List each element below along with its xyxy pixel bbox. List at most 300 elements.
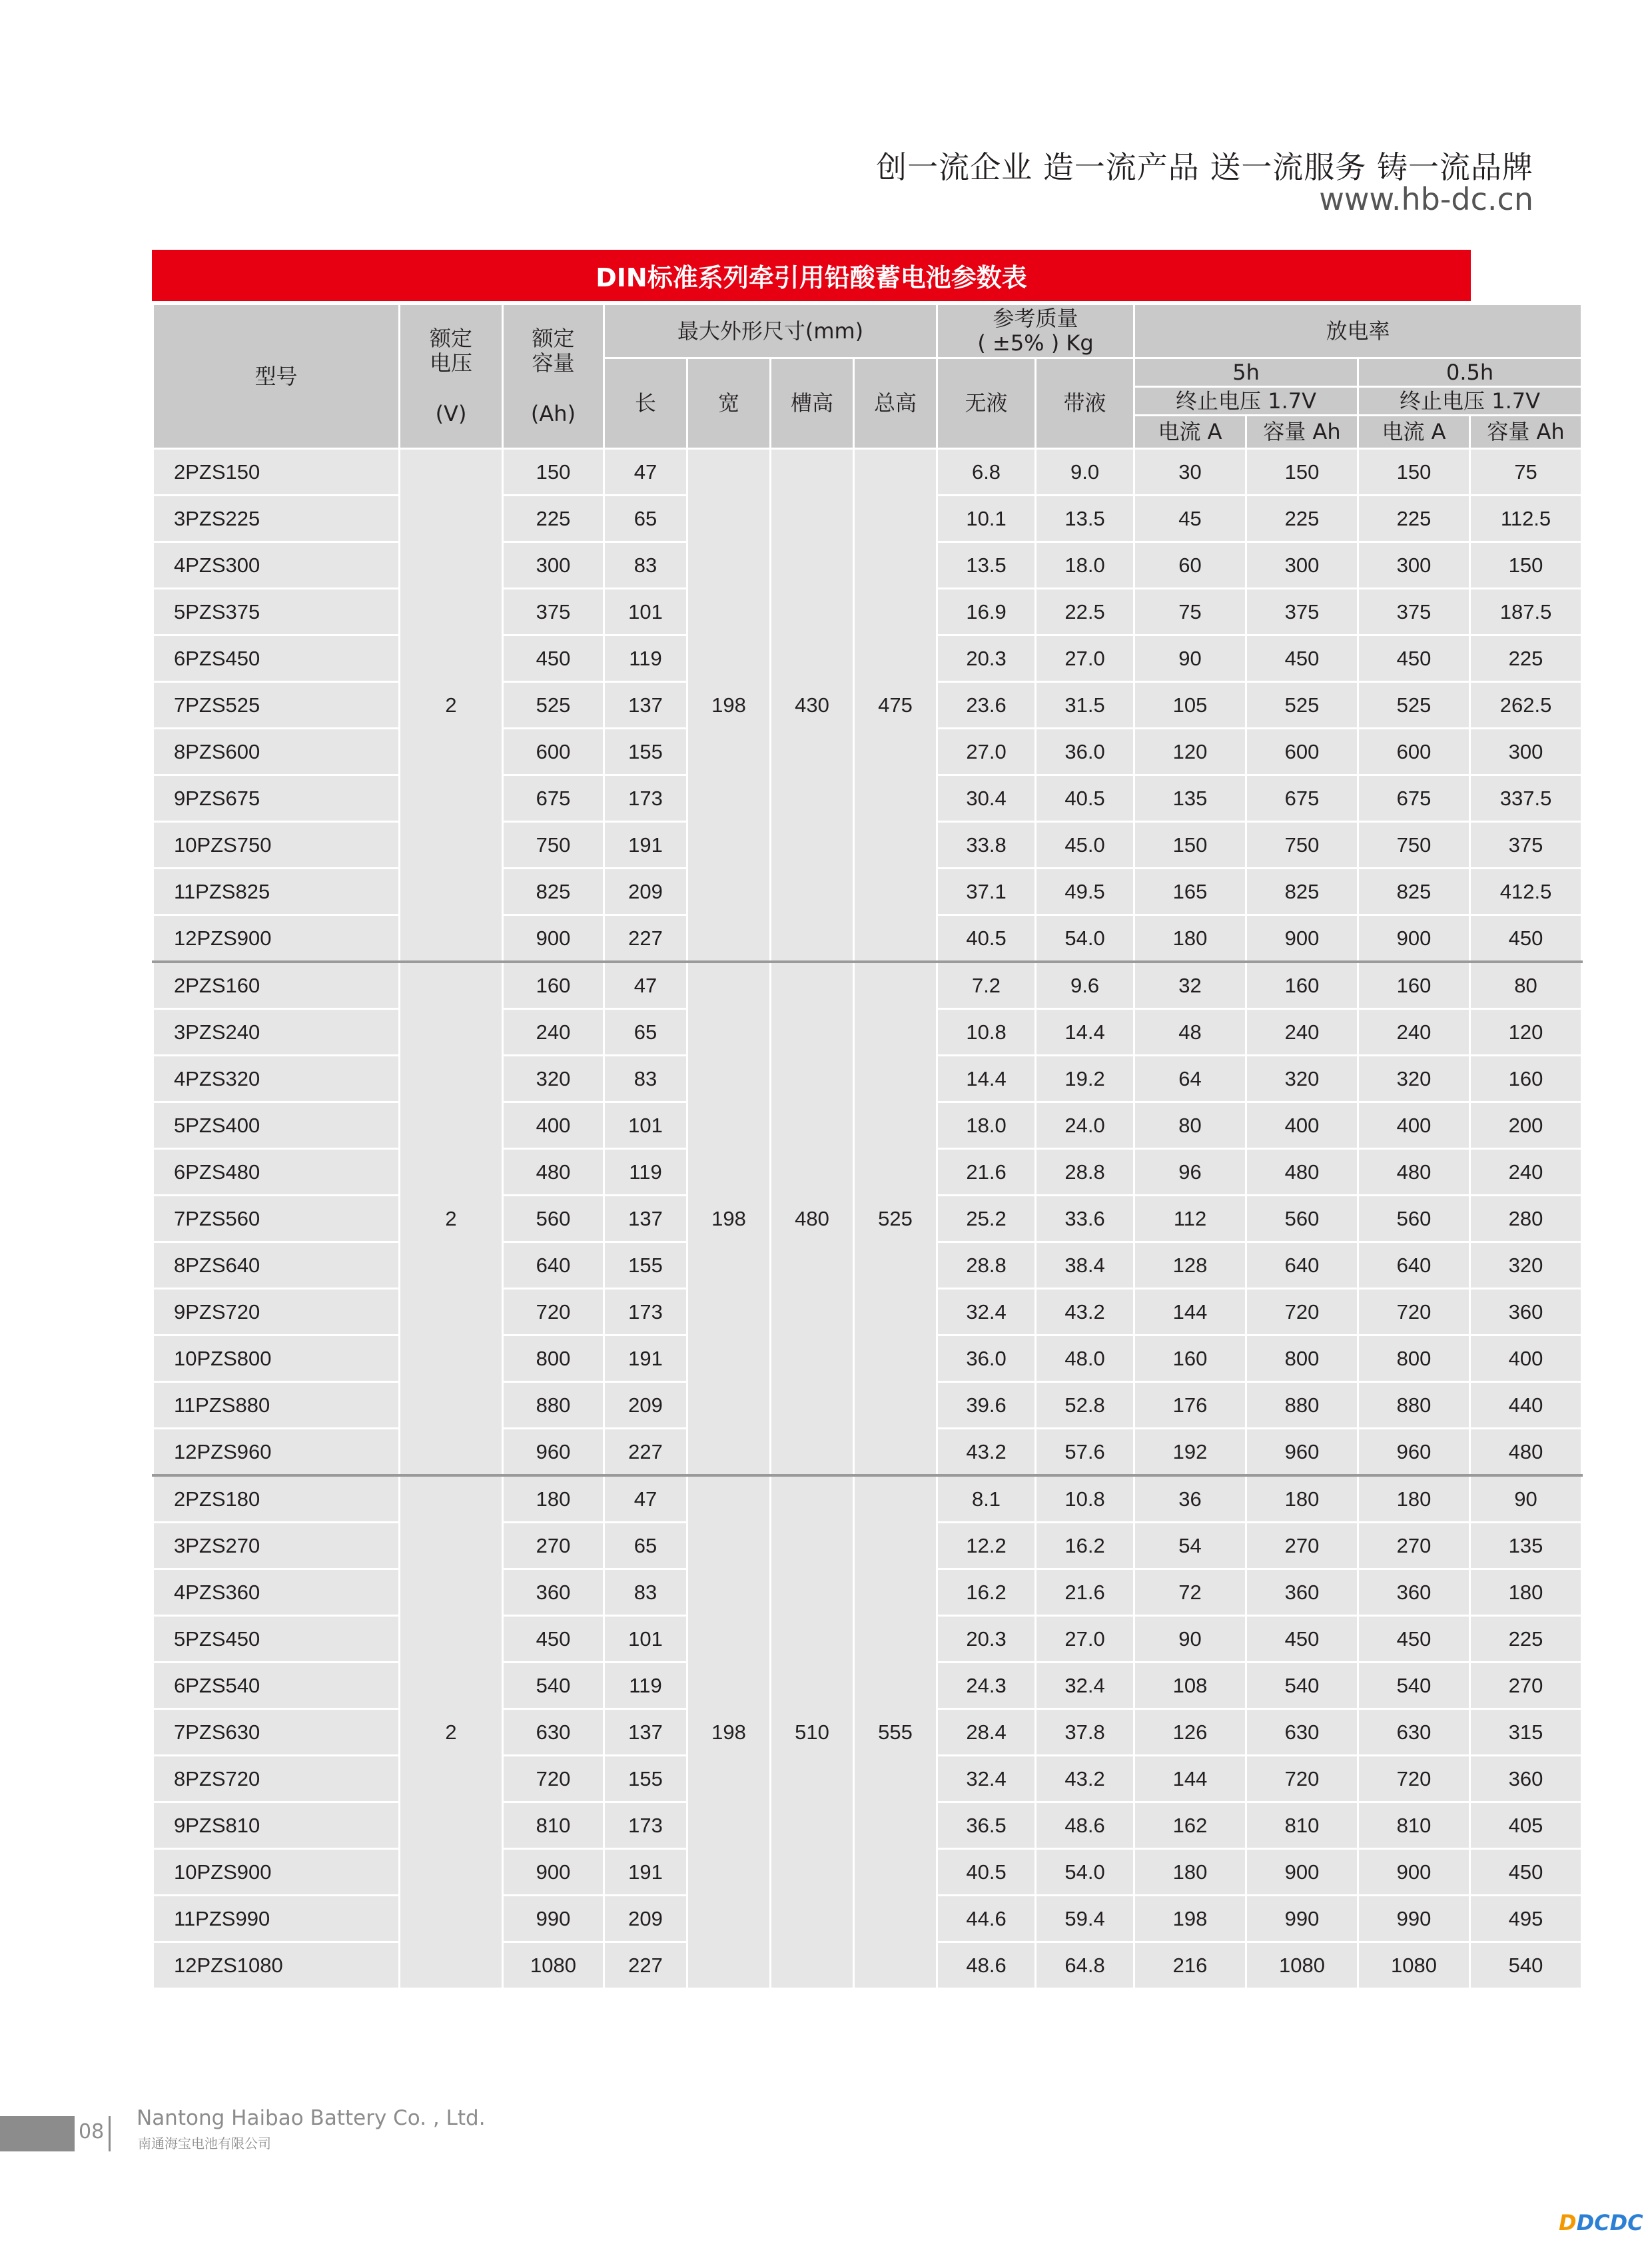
- cell-width: 198: [687, 1475, 771, 1989]
- header-slot-height: 槽高: [771, 358, 854, 449]
- cell-capacity: 630: [503, 1709, 604, 1756]
- cell-model: 8PZS640: [153, 1242, 400, 1289]
- cell-total-height: 555: [854, 1475, 937, 1989]
- table-title: DIN标准系列牵引用铅酸蓄电池参数表: [152, 250, 1471, 303]
- cell-model: 10PZS900: [153, 1849, 400, 1896]
- cell-capacity: 1080: [503, 1942, 604, 1989]
- cell-capacity-0-5h: 405: [1470, 1802, 1582, 1849]
- cell-model: 11PZS825: [153, 869, 400, 915]
- cell-capacity-0-5h: 180: [1470, 1569, 1582, 1616]
- cell-capacity-0-5h: 200: [1470, 1102, 1582, 1149]
- cell-current-5h: 176: [1134, 1382, 1246, 1429]
- cell-capacity: 450: [503, 635, 604, 682]
- cell-model: 8PZS600: [153, 729, 400, 775]
- cell-model: 5PZS450: [153, 1616, 400, 1663]
- cell-capacity-5h: 270: [1246, 1523, 1358, 1569]
- parameter-table: [152, 303, 1583, 1990]
- cell-mass-dry: 6.8: [937, 449, 1036, 496]
- cell-mass-dry: 12.2: [937, 1523, 1036, 1569]
- table-row: [153, 962, 1582, 1009]
- cell-width: 198: [687, 962, 771, 1475]
- cell-length: 83: [604, 542, 687, 589]
- cell-mass-wet: 10.8: [1036, 1475, 1134, 1523]
- cell-current-5h: 30: [1134, 449, 1246, 496]
- cell-capacity: 960: [503, 1429, 604, 1476]
- cell-length: 119: [604, 1149, 687, 1196]
- cell-current-5h: 144: [1134, 1756, 1246, 1802]
- logo-d-mark: D: [1559, 2210, 1577, 2235]
- cell-capacity-5h: 880: [1246, 1382, 1358, 1429]
- cell-capacity-0-5h: 360: [1470, 1289, 1582, 1335]
- cell-mass-wet: 24.0: [1036, 1102, 1134, 1149]
- cell-capacity-5h: 825: [1246, 869, 1358, 915]
- cell-capacity-0-5h: 270: [1470, 1663, 1582, 1709]
- cell-length: 209: [604, 1382, 687, 1429]
- company-name-cn: 南通海宝电池有限公司: [138, 2135, 271, 2151]
- cell-length: 119: [604, 635, 687, 682]
- cell-length: 227: [604, 915, 687, 962]
- cell-current-5h: 162: [1134, 1802, 1246, 1849]
- cell-mass-wet: 57.6: [1036, 1429, 1134, 1476]
- cell-capacity-0-5h: 450: [1470, 915, 1582, 962]
- cell-capacity: 375: [503, 589, 604, 635]
- cell-current-0-5h: 540: [1358, 1663, 1470, 1709]
- cell-capacity-5h: 400: [1246, 1102, 1358, 1149]
- cell-length: 155: [604, 1756, 687, 1802]
- cell-mass-wet: 21.6: [1036, 1569, 1134, 1616]
- cell-capacity-5h: 810: [1246, 1802, 1358, 1849]
- cell-capacity-5h: 180: [1246, 1475, 1358, 1523]
- dcdc-logo-icon: [1559, 2210, 1643, 2235]
- cell-model: 6PZS450: [153, 635, 400, 682]
- cell-capacity-0-5h: 120: [1470, 1009, 1582, 1056]
- cell-slot-height: 510: [771, 1475, 854, 1989]
- cell-current-5h: 108: [1134, 1663, 1246, 1709]
- cell-length: 173: [604, 775, 687, 822]
- cell-capacity-0-5h: 412.5: [1470, 869, 1582, 915]
- cell-model: 2PZS150: [153, 449, 400, 496]
- cell-mass-dry: 37.1: [937, 869, 1036, 915]
- cell-capacity: 900: [503, 1849, 604, 1896]
- cell-mass-dry: 44.6: [937, 1896, 1036, 1942]
- cell-current-5h: 160: [1134, 1335, 1246, 1382]
- cell-current-5h: 96: [1134, 1149, 1246, 1196]
- cell-mass-wet: 36.0: [1036, 729, 1134, 775]
- battery-parameter-table: [152, 250, 1565, 1990]
- header-cutoff-5h: 终止电压 1.7V: [1134, 387, 1358, 416]
- cell-capacity-0-5h: 400: [1470, 1335, 1582, 1382]
- header-mass: [937, 304, 1134, 358]
- header-length: 长: [604, 358, 687, 449]
- cell-capacity: 540: [503, 1663, 604, 1709]
- cell-capacity-0-5h: 540: [1470, 1942, 1582, 1989]
- cell-current-0-5h: 240: [1358, 1009, 1470, 1056]
- cell-mass-dry: 21.6: [937, 1149, 1036, 1196]
- cell-current-5h: 144: [1134, 1289, 1246, 1335]
- cell-current-5h: 72: [1134, 1569, 1246, 1616]
- cell-length: 101: [604, 1102, 687, 1149]
- header-width: 宽: [687, 358, 771, 449]
- header-capacity: [503, 304, 604, 449]
- cell-mass-wet: 38.4: [1036, 1242, 1134, 1289]
- header-voltage-unit: (V): [435, 401, 467, 427]
- cell-length: 137: [604, 1196, 687, 1242]
- header-dry: 无液: [937, 358, 1036, 449]
- cell-capacity-5h: 540: [1246, 1663, 1358, 1709]
- cell-mass-dry: 32.4: [937, 1756, 1036, 1802]
- cell-voltage: 2: [400, 1475, 503, 1989]
- cell-capacity: 640: [503, 1242, 604, 1289]
- cell-mass-dry: 10.1: [937, 496, 1036, 542]
- cell-current-5h: 128: [1134, 1242, 1246, 1289]
- cell-current-5h: 36: [1134, 1475, 1246, 1523]
- cell-current-0-5h: 960: [1358, 1429, 1470, 1476]
- cell-mass-wet: 13.5: [1036, 496, 1134, 542]
- cell-capacity-0-5h: 280: [1470, 1196, 1582, 1242]
- cell-current-5h: 105: [1134, 682, 1246, 729]
- cell-mass-wet: 49.5: [1036, 869, 1134, 915]
- cell-mass-dry: 10.8: [937, 1009, 1036, 1056]
- cell-capacity-5h: 900: [1246, 915, 1358, 962]
- cell-length: 137: [604, 682, 687, 729]
- cell-capacity-5h: 240: [1246, 1009, 1358, 1056]
- cell-mass-wet: 40.5: [1036, 775, 1134, 822]
- cell-mass-wet: 43.2: [1036, 1756, 1134, 1802]
- cell-mass-dry: 40.5: [937, 1849, 1036, 1896]
- cell-capacity-0-5h: 262.5: [1470, 682, 1582, 729]
- cell-mass-dry: 43.2: [937, 1429, 1036, 1476]
- cell-capacity: 560: [503, 1196, 604, 1242]
- cell-current-0-5h: 600: [1358, 729, 1470, 775]
- cell-capacity-5h: 480: [1246, 1149, 1358, 1196]
- cell-capacity-0-5h: 315: [1470, 1709, 1582, 1756]
- cell-current-0-5h: 480: [1358, 1149, 1470, 1196]
- cell-current-5h: 150: [1134, 822, 1246, 869]
- table-header: [153, 304, 1582, 449]
- cell-current-0-5h: 640: [1358, 1242, 1470, 1289]
- cell-length: 137: [604, 1709, 687, 1756]
- cell-mass-dry: 39.6: [937, 1382, 1036, 1429]
- cell-capacity: 825: [503, 869, 604, 915]
- page-number: 08: [79, 2120, 105, 2143]
- cell-current-5h: 192: [1134, 1429, 1246, 1476]
- cell-capacity: 160: [503, 962, 604, 1009]
- cell-capacity: 450: [503, 1616, 604, 1663]
- cell-capacity-0-5h: 480: [1470, 1429, 1582, 1476]
- cell-capacity-0-5h: 225: [1470, 635, 1582, 682]
- cell-capacity: 720: [503, 1756, 604, 1802]
- cell-capacity: 990: [503, 1896, 604, 1942]
- cell-current-0-5h: 720: [1358, 1756, 1470, 1802]
- cell-current-0-5h: 180: [1358, 1475, 1470, 1523]
- cell-current-5h: 120: [1134, 729, 1246, 775]
- cell-model: 5PZS375: [153, 589, 400, 635]
- cell-capacity-0-5h: 90: [1470, 1475, 1582, 1523]
- cell-model: 11PZS990: [153, 1896, 400, 1942]
- cell-current-0-5h: 720: [1358, 1289, 1470, 1335]
- cell-capacity-5h: 225: [1246, 496, 1358, 542]
- cell-capacity: 880: [503, 1382, 604, 1429]
- cell-model: 9PZS675: [153, 775, 400, 822]
- cell-length: 65: [604, 1009, 687, 1056]
- cell-length: 191: [604, 822, 687, 869]
- header-mass-line2: ( ±5% ) Kg: [977, 330, 1094, 356]
- company-name-en: Nantong Haibao Battery Co. , Ltd.: [137, 2106, 486, 2130]
- cell-mass-dry: 32.4: [937, 1289, 1036, 1335]
- cell-capacity-0-5h: 375: [1470, 822, 1582, 869]
- cell-current-5h: 60: [1134, 542, 1246, 589]
- cell-model: 12PZS900: [153, 915, 400, 962]
- header-rate-5h: 5h: [1134, 358, 1358, 387]
- cell-mass-wet: 33.6: [1036, 1196, 1134, 1242]
- cell-mass-dry: 28.4: [937, 1709, 1036, 1756]
- cell-mass-wet: 64.8: [1036, 1942, 1134, 1989]
- cell-slot-height: 480: [771, 962, 854, 1475]
- cell-model: 7PZS630: [153, 1709, 400, 1756]
- cell-current-5h: 216: [1134, 1942, 1246, 1989]
- cell-capacity-5h: 375: [1246, 589, 1358, 635]
- cell-current-0-5h: 750: [1358, 822, 1470, 869]
- cell-current-0-5h: 990: [1358, 1896, 1470, 1942]
- cell-mass-wet: 9.6: [1036, 962, 1134, 1009]
- cell-mass-wet: 37.8: [1036, 1709, 1134, 1756]
- cell-capacity-5h: 450: [1246, 635, 1358, 682]
- cell-model: 12PZS960: [153, 1429, 400, 1476]
- cell-current-5h: 135: [1134, 775, 1246, 822]
- cell-model: 7PZS560: [153, 1196, 400, 1242]
- cell-capacity-5h: 900: [1246, 1849, 1358, 1896]
- cell-capacity: 480: [503, 1149, 604, 1196]
- cell-length: 65: [604, 1523, 687, 1569]
- footer-gray-block: [0, 2116, 75, 2151]
- cell-voltage: 2: [400, 962, 503, 1475]
- cell-current-0-5h: 560: [1358, 1196, 1470, 1242]
- cell-current-0-5h: 675: [1358, 775, 1470, 822]
- cell-mass-dry: 36.0: [937, 1335, 1036, 1382]
- cell-mass-wet: 16.2: [1036, 1523, 1134, 1569]
- cell-capacity: 525: [503, 682, 604, 729]
- cell-current-5h: 180: [1134, 1849, 1246, 1896]
- header-mass-line1: 参考质量: [993, 306, 1078, 332]
- cell-model: 2PZS160: [153, 962, 400, 1009]
- cell-length: 47: [604, 449, 687, 496]
- cell-current-0-5h: 900: [1358, 915, 1470, 962]
- cell-mass-wet: 54.0: [1036, 915, 1134, 962]
- cell-mass-dry: 20.3: [937, 1616, 1036, 1663]
- cell-current-5h: 32: [1134, 962, 1246, 1009]
- cell-model: 3PZS225: [153, 496, 400, 542]
- cell-capacity: 750: [503, 822, 604, 869]
- cell-capacity-0-5h: 225: [1470, 1616, 1582, 1663]
- cell-current-0-5h: 375: [1358, 589, 1470, 635]
- cell-current-0-5h: 880: [1358, 1382, 1470, 1429]
- cell-capacity-5h: 560: [1246, 1196, 1358, 1242]
- cell-mass-dry: 27.0: [937, 729, 1036, 775]
- cell-current-5h: 90: [1134, 635, 1246, 682]
- cell-mass-wet: 14.4: [1036, 1009, 1134, 1056]
- cell-length: 209: [604, 869, 687, 915]
- cell-capacity-5h: 720: [1246, 1756, 1358, 1802]
- cell-current-5h: 126: [1134, 1709, 1246, 1756]
- table-body: [153, 449, 1582, 1989]
- cell-capacity-5h: 450: [1246, 1616, 1358, 1663]
- cell-mass-dry: 13.5: [937, 542, 1036, 589]
- cell-length: 155: [604, 1242, 687, 1289]
- website-url[interactable]: www.hb-dc.cn: [1319, 181, 1533, 217]
- cell-length: 191: [604, 1849, 687, 1896]
- cell-capacity-0-5h: 450: [1470, 1849, 1582, 1896]
- header-capacity-5h: 容量 Ah: [1246, 416, 1358, 449]
- cell-capacity-5h: 150: [1246, 449, 1358, 496]
- cell-length: 65: [604, 496, 687, 542]
- cell-capacity-0-5h: 150: [1470, 542, 1582, 589]
- cell-capacity: 180: [503, 1475, 604, 1523]
- company-slogan: 创一流企业 造一流产品 送一流服务 铸一流品牌: [876, 149, 1533, 185]
- cell-capacity-5h: 800: [1246, 1335, 1358, 1382]
- cell-mass-dry: 18.0: [937, 1102, 1036, 1149]
- cell-length: 119: [604, 1663, 687, 1709]
- cell-length: 47: [604, 1475, 687, 1523]
- header-voltage-line2: 电压: [429, 350, 472, 376]
- cell-mass-wet: 31.5: [1036, 682, 1134, 729]
- cell-mass-dry: 14.4: [937, 1056, 1036, 1102]
- cell-mass-dry: 40.5: [937, 915, 1036, 962]
- cell-current-5h: 80: [1134, 1102, 1246, 1149]
- cell-model: 12PZS1080: [153, 1942, 400, 1989]
- header-current-0-5h: 电流 A: [1358, 416, 1470, 449]
- cell-current-5h: 54: [1134, 1523, 1246, 1569]
- cell-length: 173: [604, 1802, 687, 1849]
- cell-capacity-5h: 630: [1246, 1709, 1358, 1756]
- cell-mass-dry: 24.3: [937, 1663, 1036, 1709]
- cell-model: 11PZS880: [153, 1382, 400, 1429]
- cell-capacity-5h: 600: [1246, 729, 1358, 775]
- cell-model: 9PZS810: [153, 1802, 400, 1849]
- cell-current-0-5h: 225: [1358, 496, 1470, 542]
- cell-mass-wet: 54.0: [1036, 1849, 1134, 1896]
- cell-current-0-5h: 400: [1358, 1102, 1470, 1149]
- cell-capacity: 900: [503, 915, 604, 962]
- header-capacity-unit: (Ah): [530, 401, 576, 427]
- cell-current-0-5h: 525: [1358, 682, 1470, 729]
- cell-width: 198: [687, 449, 771, 962]
- cell-capacity: 800: [503, 1335, 604, 1382]
- cell-capacity: 400: [503, 1102, 604, 1149]
- cell-capacity-5h: 1080: [1246, 1942, 1358, 1989]
- cell-current-0-5h: 450: [1358, 635, 1470, 682]
- cell-model: 3PZS270: [153, 1523, 400, 1569]
- cell-capacity-5h: 640: [1246, 1242, 1358, 1289]
- cell-current-0-5h: 150: [1358, 449, 1470, 496]
- cell-mass-dry: 36.5: [937, 1802, 1036, 1849]
- cell-mass-wet: 43.2: [1036, 1289, 1134, 1335]
- cell-model: 10PZS750: [153, 822, 400, 869]
- cell-capacity-0-5h: 495: [1470, 1896, 1582, 1942]
- cell-mass-dry: 7.2: [937, 962, 1036, 1009]
- cell-capacity-5h: 160: [1246, 962, 1358, 1009]
- cell-current-5h: 180: [1134, 915, 1246, 962]
- cell-current-0-5h: 825: [1358, 869, 1470, 915]
- cell-voltage: 2: [400, 449, 503, 962]
- cell-length: 173: [604, 1289, 687, 1335]
- cell-capacity: 810: [503, 1802, 604, 1849]
- cell-current-0-5h: 160: [1358, 962, 1470, 1009]
- cell-capacity-0-5h: 360: [1470, 1756, 1582, 1802]
- cell-current-5h: 165: [1134, 869, 1246, 915]
- header-dimensions: 最大外形尺寸(mm): [604, 304, 937, 358]
- cell-current-5h: 198: [1134, 1896, 1246, 1942]
- cell-length: 83: [604, 1569, 687, 1616]
- header-discharge-rate: 放电率: [1134, 304, 1582, 358]
- cell-capacity: 720: [503, 1289, 604, 1335]
- cell-capacity-0-5h: 240: [1470, 1149, 1582, 1196]
- cell-length: 227: [604, 1942, 687, 1989]
- cell-mass-dry: 20.3: [937, 635, 1036, 682]
- cell-current-0-5h: 900: [1358, 1849, 1470, 1896]
- cell-mass-wet: 59.4: [1036, 1896, 1134, 1942]
- cell-mass-wet: 48.6: [1036, 1802, 1134, 1849]
- cell-mass-dry: 16.9: [937, 589, 1036, 635]
- cell-capacity: 300: [503, 542, 604, 589]
- header-current-5h: 电流 A: [1134, 416, 1246, 449]
- cell-model: 4PZS360: [153, 1569, 400, 1616]
- cell-current-0-5h: 810: [1358, 1802, 1470, 1849]
- cell-total-height: 475: [854, 449, 937, 962]
- cell-capacity: 270: [503, 1523, 604, 1569]
- cell-mass-dry: 48.6: [937, 1942, 1036, 1989]
- header-voltage-line1: 额定: [429, 325, 472, 351]
- cell-capacity-5h: 300: [1246, 542, 1358, 589]
- header-model: 型号: [153, 304, 400, 449]
- cell-mass-wet: 28.8: [1036, 1149, 1134, 1196]
- cell-model: 6PZS480: [153, 1149, 400, 1196]
- cell-capacity-0-5h: 160: [1470, 1056, 1582, 1102]
- cell-mass-dry: 25.2: [937, 1196, 1036, 1242]
- cell-current-0-5h: 1080: [1358, 1942, 1470, 1989]
- cell-length: 101: [604, 589, 687, 635]
- cell-capacity-5h: 360: [1246, 1569, 1358, 1616]
- cell-current-0-5h: 360: [1358, 1569, 1470, 1616]
- cell-current-5h: 75: [1134, 589, 1246, 635]
- footer-divider: [109, 2116, 111, 2151]
- cell-model: 6PZS540: [153, 1663, 400, 1709]
- cell-mass-dry: 33.8: [937, 822, 1036, 869]
- cell-current-0-5h: 300: [1358, 542, 1470, 589]
- cell-capacity: 675: [503, 775, 604, 822]
- cell-mass-wet: 27.0: [1036, 635, 1134, 682]
- cell-capacity: 240: [503, 1009, 604, 1056]
- cell-model: 8PZS720: [153, 1756, 400, 1802]
- cell-current-0-5h: 450: [1358, 1616, 1470, 1663]
- cell-mass-wet: 19.2: [1036, 1056, 1134, 1102]
- cell-current-0-5h: 320: [1358, 1056, 1470, 1102]
- cell-model: 4PZS320: [153, 1056, 400, 1102]
- header-capacity-line1: 额定: [532, 325, 575, 351]
- cell-capacity-5h: 990: [1246, 1896, 1358, 1942]
- header-wet: 带液: [1036, 358, 1134, 449]
- cell-model: 5PZS400: [153, 1102, 400, 1149]
- cell-capacity-5h: 750: [1246, 822, 1358, 869]
- cell-capacity-0-5h: 75: [1470, 449, 1582, 496]
- cell-mass-wet: 22.5: [1036, 589, 1134, 635]
- cell-capacity-0-5h: 440: [1470, 1382, 1582, 1429]
- cell-capacity-5h: 320: [1246, 1056, 1358, 1102]
- cell-capacity-5h: 720: [1246, 1289, 1358, 1335]
- cell-length: 191: [604, 1335, 687, 1382]
- cell-capacity-0-5h: 337.5: [1470, 775, 1582, 822]
- cell-current-5h: 45: [1134, 496, 1246, 542]
- header-voltage: [400, 304, 503, 449]
